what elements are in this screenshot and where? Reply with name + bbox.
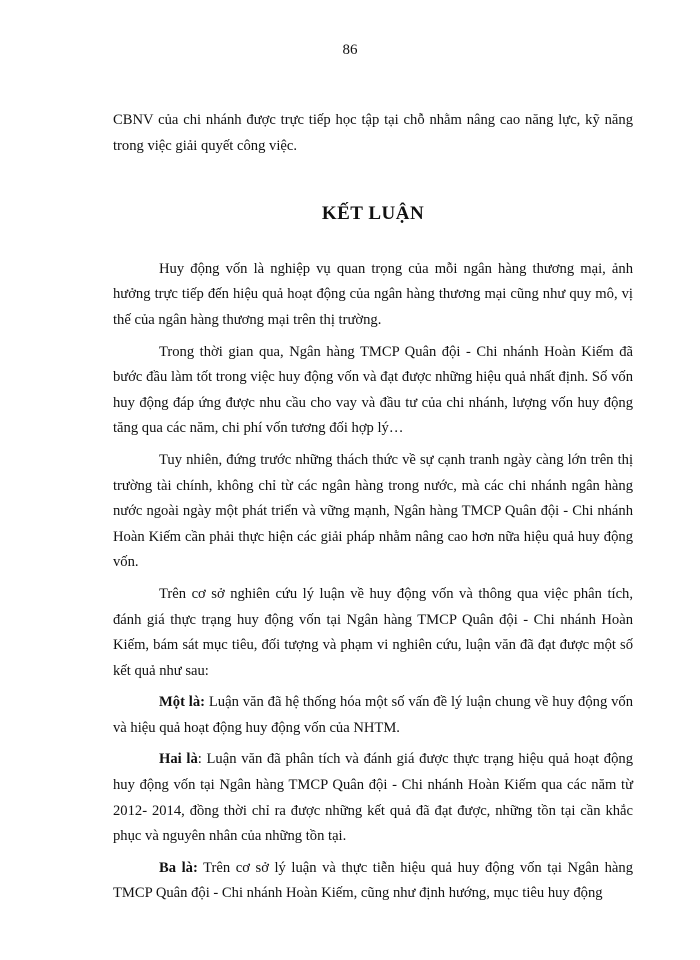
result-label-2: Hai là <box>159 751 198 768</box>
result-item-3 <box>113 856 633 907</box>
page-number: 86 <box>342 42 358 58</box>
paragraph-intro: Huy động vốn là nghiệp vụ quan trọng của mỗi ngân hàng thương mại, ảnh hưởng trực tiếp đến hiệu quả hoạt động của ngân hàng thương mại cũng như quy mô, vị thế của ngân hàng thương mại trên thị trường. <box>113 260 633 328</box>
result-label-1: Một là: <box>159 694 206 711</box>
result-text-1: Luận văn đã hệ thống hóa một số vấn đề lý luận chung về huy động vốn và hiệu quả hoạt động huy động vốn của NHTM. <box>113 694 633 736</box>
result-item-2 <box>113 747 633 849</box>
paragraph-challenges: Tuy nhiên, đứng trước những thách thức về sự cạnh tranh ngày càng lớn trên thị trường tài chính, không chỉ từ các ngân hàng trong nước, mà các chi nhánh ngân hàng nước ngoài ngày một phát triển và vững mạnh, Ngân hàng TMCP Quân đội - Chi nhánh Hoàn Kiếm cần phải thực hiện các giải pháp nhằm nâng cao hơn nữa hiệu quả huy động vốn. <box>113 451 633 571</box>
result-label-3: Ba là: <box>159 859 198 876</box>
result-item-1 <box>113 690 633 741</box>
continuation-paragraph: CBNV của chi nhánh được trực tiếp học tập tại chỗ nhằm nâng cao năng lực, kỹ năng trong việc giải quyết công việc. <box>113 112 633 154</box>
paragraph-performance: Trong thời gian qua, Ngân hàng TMCP Quân đội - Chi nhánh Hoàn Kiếm đã bước đầu làm tốt trong việc huy động vốn và đạt được những hiệu quả nhất định. Số vốn huy động đáp ứng được nhu cầu cho vay và đầu tư của chi nhánh, lượng vốn huy động tăng qua các năm, chi phí vốn tương đối hợp lý… <box>113 343 633 437</box>
result-text-3: Trên cơ sở lý luận và thực tiễn hiệu quả huy động vốn tại Ngân hàng TMCP Quân đội - Chi nhánh Hoàn Kiếm, cũng như định hướng, mục tiêu huy động <box>113 859 634 902</box>
result-text-2: : Luận văn đã phân tích và đánh giá được thực trạng hiệu quả hoạt động huy động vốn tại Ngân hàng TMCP Quân đội - Chi nhánh Hoàn Kiếm qua các năm từ 2012- 2014, đồng thời chỉ ra được những kết quả đã đạt được, những tồn tại cần khắc phục và nguyên nhân của những tồn tại. <box>113 751 633 845</box>
page-content <box>113 108 633 907</box>
section-heading: KẾT LUẬN <box>321 203 425 225</box>
paragraph-research-basis: Trên cơ sở nghiên cứu lý luận về huy động vốn và thông qua việc phân tích, đánh giá thực trạng huy động vốn tại Ngân hàng TMCP Quân đội - Chi nhánh Hoàn Kiếm, bám sát mục tiêu, đối tượng và phạm vi nghiên cứu, luận văn đã đạt được một số kết quả như sau: <box>113 585 633 679</box>
